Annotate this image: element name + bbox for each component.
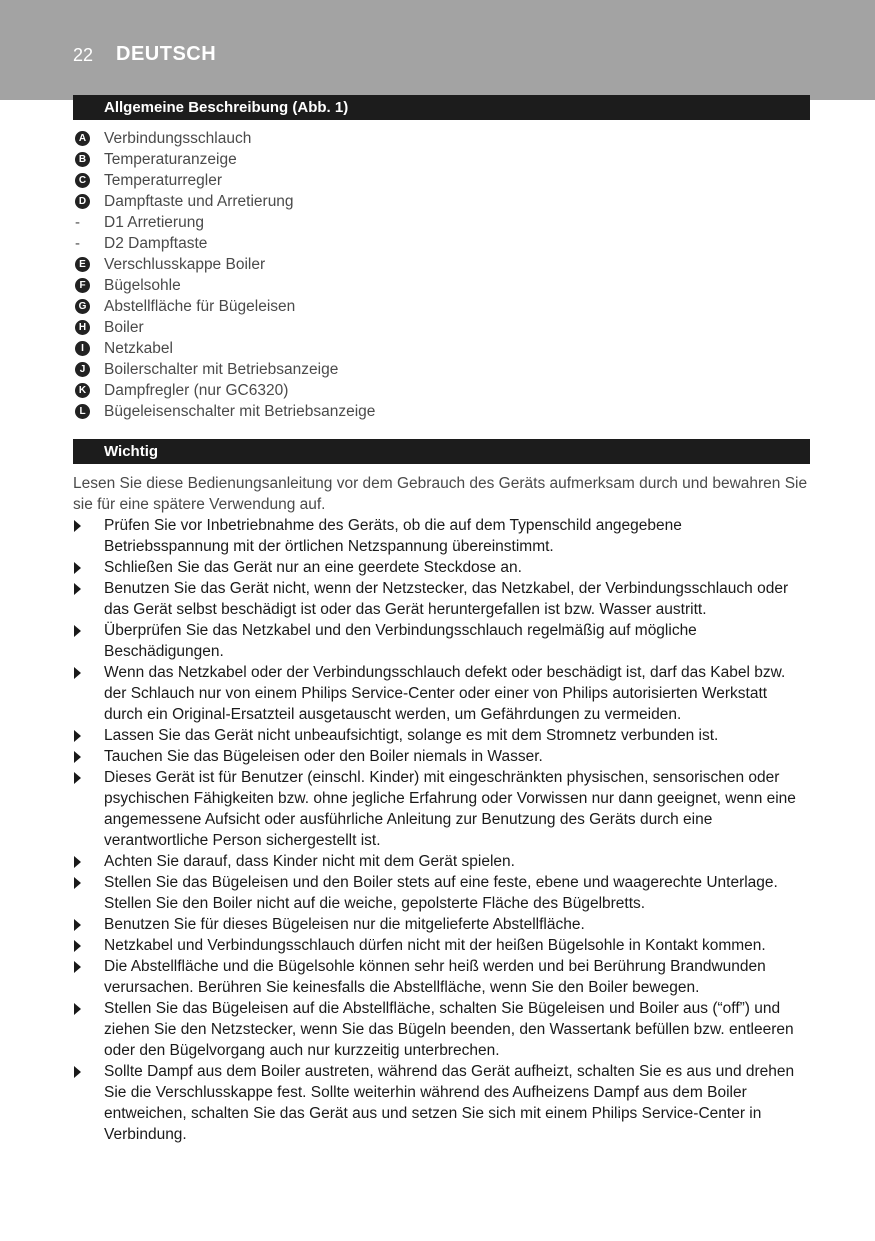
safety-item bbox=[73, 662, 810, 725]
safety-text: Sollte Dampf aus dem Boiler austreten, während das Gerät aufheizt, schalten Sie es aus und drehen Sie die Verschlusskappe fest. Sollte weiterhin während des Aufheizens Dampf aus dem Boiler entweichen, schalten Sie das Gerät aus und setzen Sie sich mit einem Philips Service-Center in Verbindung. bbox=[104, 1063, 795, 1143]
section-title-general-description: Allgemeine Beschreibung (Abb. 1) bbox=[73, 95, 810, 120]
bullet-arrow-icon bbox=[74, 772, 81, 784]
safety-list bbox=[73, 515, 810, 1145]
parts-list-item bbox=[73, 170, 810, 191]
marker-h-icon: H bbox=[75, 320, 90, 335]
part-label: Bügeleisenschalter mit Betriebsanzeige bbox=[104, 403, 376, 420]
marker-f-icon: F bbox=[75, 278, 90, 293]
marker-a-icon: A bbox=[75, 131, 90, 146]
parts-list-item bbox=[73, 338, 810, 359]
marker-b-icon: B bbox=[75, 152, 90, 167]
safety-item bbox=[73, 872, 810, 914]
part-label: Verschlusskappe Boiler bbox=[104, 256, 266, 273]
bullet-arrow-icon bbox=[74, 1003, 81, 1015]
safety-item bbox=[73, 746, 810, 767]
safety-item bbox=[73, 725, 810, 746]
safety-text: Benutzen Sie das Gerät nicht, wenn der Netzstecker, das Netzkabel, der Verbindungsschlauch oder das Gerät selbst beschädigt ist oder das Gerät heruntergefallen ist bzw. Wasser austritt. bbox=[104, 580, 789, 618]
safety-text: Überprüfen Sie das Netzkabel und den Verbindungsschlauch regelmäßig auf mögliche Beschädigungen. bbox=[104, 622, 697, 660]
bullet-arrow-icon bbox=[74, 583, 81, 595]
safety-item bbox=[73, 935, 810, 956]
safety-item bbox=[73, 767, 810, 851]
safety-text: Netzkabel und Verbindungsschlauch dürfen nicht mit der heißen Bügelsohle in Kontakt kommen. bbox=[104, 937, 766, 954]
bullet-arrow-icon bbox=[74, 1066, 81, 1078]
part-label: Verbindungsschlauch bbox=[104, 130, 252, 147]
bullet-arrow-icon bbox=[74, 940, 81, 952]
page-number: 22 bbox=[73, 45, 94, 65]
parts-list bbox=[73, 128, 810, 422]
safety-item bbox=[73, 914, 810, 935]
marker-e-icon: E bbox=[75, 257, 90, 272]
part-label: Bügelsohle bbox=[104, 277, 181, 294]
intro-paragraph: Lesen Sie diese Bedienungsanleitung vor dem Gebrauch des Geräts aufmerksam durch und bewahren Sie sie für eine spätere Verwendung auf. bbox=[73, 475, 808, 513]
safety-text: Dieses Gerät ist für Benutzer (einschl. Kinder) mit eingeschränkten physischen, sensorischen oder psychischen Fähigkeiten bzw. ohne jegliche Erfahrung oder Vorwissen nur dann geeignet, wenn eine angemessene Aufsicht oder ausführliche Anleitung zur Benutzung des Geräts durch eine verantwortliche Person sichergestellt ist. bbox=[104, 769, 796, 849]
marker-d-icon: D bbox=[75, 194, 90, 209]
part-label: D1 Arretierung bbox=[104, 214, 204, 231]
bullet-arrow-icon bbox=[74, 520, 81, 532]
bullet-arrow-icon bbox=[74, 919, 81, 931]
safety-item bbox=[73, 515, 810, 557]
parts-list-item bbox=[73, 401, 810, 422]
bullet-arrow-icon bbox=[74, 856, 81, 868]
bullet-arrow-icon bbox=[74, 667, 81, 679]
parts-list-item bbox=[73, 128, 810, 149]
parts-list-item bbox=[73, 380, 810, 401]
safety-text: Stellen Sie das Bügeleisen auf die Abstellfläche, schalten Sie Bügeleisen und Boiler aus (“off”) und ziehen Sie den Netzstecker, wenn Sie das Bügeln beenden, den Wassertank befüllen bzw. entleeren oder den Bügelvorgang auch nur kurzzeitig unterbrechen. bbox=[104, 1000, 794, 1059]
part-label: Temperaturanzeige bbox=[104, 151, 237, 168]
marker-l-icon: L bbox=[75, 404, 90, 419]
safety-text: Achten Sie darauf, dass Kinder nicht mit dem Gerät spielen. bbox=[104, 853, 515, 870]
part-label: Temperaturregler bbox=[104, 172, 223, 189]
safety-item bbox=[73, 620, 810, 662]
marker-c-icon: C bbox=[75, 173, 90, 188]
safety-text: Tauchen Sie das Bügeleisen oder den Boiler niemals in Wasser. bbox=[104, 748, 543, 765]
parts-list-item bbox=[73, 317, 810, 338]
marker-k-icon: K bbox=[75, 383, 90, 398]
safety-item bbox=[73, 578, 810, 620]
parts-list-item bbox=[73, 359, 810, 380]
dash-marker: - bbox=[75, 214, 80, 231]
part-label: Netzkabel bbox=[104, 340, 173, 357]
part-label: Dampfregler (nur GC6320) bbox=[104, 382, 289, 399]
part-label: Abstellfläche für Bügeleisen bbox=[104, 298, 296, 315]
parts-list-subitem bbox=[73, 212, 810, 233]
safety-text: Wenn das Netzkabel oder der Verbindungsschlauch defekt oder beschädigt ist, darf das Kabel bzw. der Schlauch nur von einem Philips Service-Center oder einer von Philips autorisierten Werkstatt durch ein Original-Ersatzteil ausgetauscht werden, um Gefährdungen zu vermeiden. bbox=[104, 664, 786, 723]
language-heading: DEUTSCH bbox=[116, 43, 217, 65]
header-band bbox=[0, 0, 875, 100]
section-title-important: Wichtig bbox=[73, 439, 810, 464]
safety-text: Lassen Sie das Gerät nicht unbeaufsichtigt, solange es mit dem Stromnetz verbunden ist. bbox=[104, 727, 719, 744]
bullet-arrow-icon bbox=[74, 730, 81, 742]
part-label: D2 Dampftaste bbox=[104, 235, 208, 252]
marker-i-icon: I bbox=[75, 341, 90, 356]
bullet-arrow-icon bbox=[74, 562, 81, 574]
bullet-arrow-icon bbox=[74, 625, 81, 637]
parts-list-subitem bbox=[73, 233, 810, 254]
safety-item bbox=[73, 557, 810, 578]
part-label: Boilerschalter mit Betriebsanzeige bbox=[104, 361, 339, 378]
marker-g-icon: G bbox=[75, 299, 90, 314]
safety-item bbox=[73, 998, 810, 1061]
part-label: Boiler bbox=[104, 319, 144, 336]
parts-list-item bbox=[73, 149, 810, 170]
bullet-arrow-icon bbox=[74, 751, 81, 763]
parts-list-item bbox=[73, 296, 810, 317]
safety-text: Prüfen Sie vor Inbetriebnahme des Geräts, ob die auf dem Typenschild angegebene Betriebsspannung mit der örtlichen Netzspannung übereinstimmt. bbox=[104, 517, 682, 555]
part-label: Dampftaste und Arretierung bbox=[104, 193, 294, 210]
safety-item bbox=[73, 851, 810, 872]
dash-marker: - bbox=[75, 235, 80, 252]
safety-item bbox=[73, 956, 810, 998]
bullet-arrow-icon bbox=[74, 961, 81, 973]
parts-list-item bbox=[73, 275, 810, 296]
safety-item bbox=[73, 1061, 810, 1145]
parts-list-item bbox=[73, 254, 810, 275]
marker-j-icon: J bbox=[75, 362, 90, 377]
safety-text: Die Abstellfläche und die Bügelsohle können sehr heiß werden und bei Berührung Brandwunden verursachen. Berühren Sie keinesfalls die Abstellfläche, wenn Sie den Boiler bewegen. bbox=[104, 958, 766, 996]
bullet-arrow-icon bbox=[74, 877, 81, 889]
parts-list-item bbox=[73, 191, 810, 212]
safety-text: Stellen Sie das Bügeleisen und den Boiler stets auf eine feste, ebene und waagerechte Unterlage. Stellen Sie den Boiler nicht auf die weiche, gepolsterte Fläche des Bügelbretts. bbox=[104, 874, 778, 912]
safety-text: Benutzen Sie für dieses Bügeleisen nur die mitgelieferte Abstellfläche. bbox=[104, 916, 585, 933]
safety-text: Schließen Sie das Gerät nur an eine geerdete Steckdose an. bbox=[104, 559, 522, 576]
